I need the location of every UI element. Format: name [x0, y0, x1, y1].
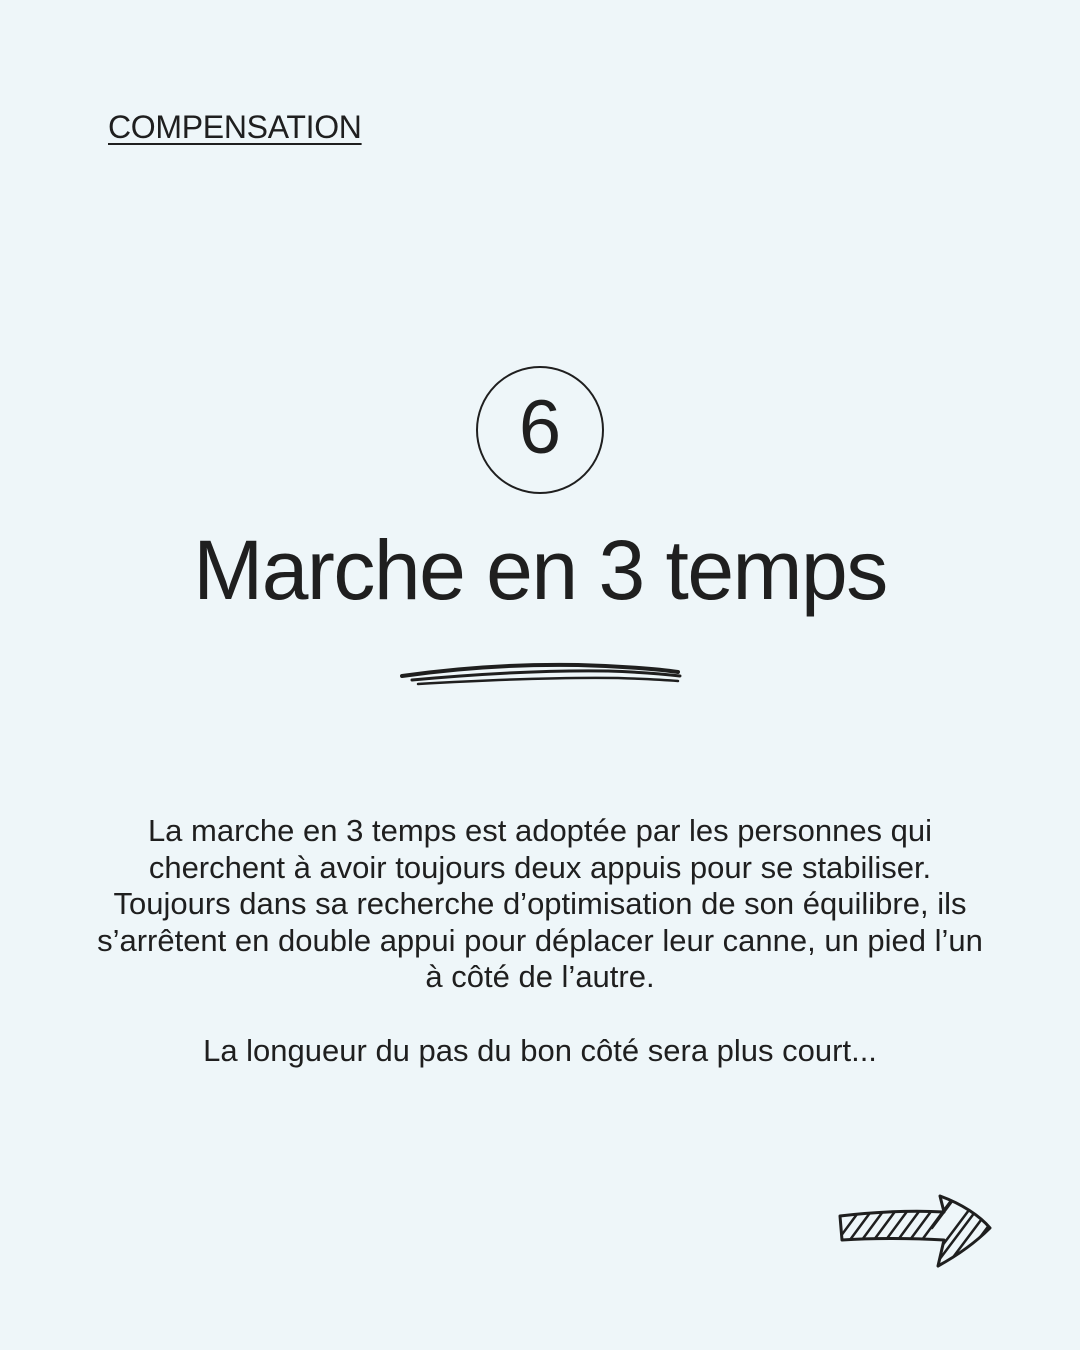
paragraph-spacer — [90, 996, 990, 1033]
body-paragraph-3: La longueur du pas du bon côté sera plus court... — [203, 1032, 877, 1068]
arrow-right-icon[interactable] — [832, 1188, 996, 1274]
body-text — [90, 813, 990, 1069]
step-number: 6 — [518, 385, 562, 470]
step-badge — [476, 366, 604, 494]
page-title: Marche en 3 temps — [193, 523, 887, 617]
body-paragraph-1: La marche en 3 temps est adoptée par les personnes qui cherchent à avoir toujours deux appuis pour se stabiliser. — [147, 813, 933, 885]
underline-swash-icon — [398, 656, 684, 692]
body-paragraph-2: Toujours dans sa recherche d’optimisation de son équilibre, ils s’arrêtent en double appui pour déplacer leur canne, un pied l’un à côté de l’autre. — [97, 886, 983, 995]
category-label: COMPENSATION — [108, 109, 362, 145]
